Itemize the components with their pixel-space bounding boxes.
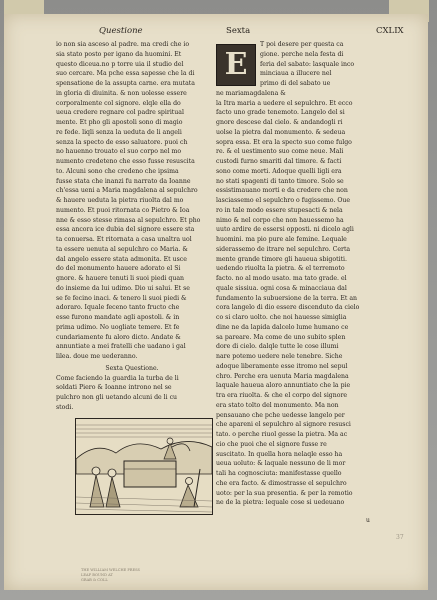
text-line: Come faciendo la guardia la turba de li [56, 374, 179, 382]
section-title: Sexta Questione. [105, 364, 159, 372]
text-line: facto uno grade tenemoto. Langelo del si [216, 109, 345, 117]
text-line: to. Alcuni sono che credeno che ipsima [56, 167, 179, 175]
text-line: nne & esso stesse rimasa al sepulchro. Et pho [56, 216, 201, 224]
text-line: senza la specto de esso saluatore. puoi ch [56, 138, 188, 146]
text-line: annuntiate a mei fratelli che uadano i gal [56, 343, 186, 351]
text-line: quale sissiua. ogni cosa & minacciaua dal [216, 284, 347, 292]
text-line: T poi desere per questa ca [260, 41, 344, 48]
text-line: stodi. [56, 403, 74, 411]
text-line: spensatione de la assupta carne. era mutata [56, 80, 195, 87]
text-line: ueua uoluto: & laquale nessuno de li mor [216, 460, 346, 468]
text-line: ro in tale modo essere stupesacti & nela [216, 206, 343, 214]
text-line: fusse stata che inanzi fu narrato da Ioanne [56, 177, 191, 185]
text-line: dal angelo essere stata admonita. Et usce [56, 255, 187, 263]
text-line: laquale haueua aloro annuntiato che la pie [216, 382, 351, 390]
text-line: huomini. ma pio pure ale femine. Lequale [216, 236, 347, 243]
folio-number: CXLIX [376, 26, 404, 36]
text-line: essistimauano morti e da credere che non [216, 187, 348, 195]
text-line: & hauere ueduta la pietra riuolta dal mo [56, 197, 184, 204]
text-line: re fede. liqli senza la ueduta de li angeli [56, 128, 182, 136]
text-line: la Itra maria a uedere el sepulchro. Et ecco [216, 99, 353, 107]
text-line: uolse la pietra dal monumento. & sedeua [216, 128, 346, 136]
text-line: custodi furno smariti dal timore. & facti [216, 158, 342, 165]
text-line: facto. no al modo usato. ma tato grade. el [216, 275, 347, 282]
text-line: lasciassemo el sepulchro o fugissemo. Oue [216, 197, 351, 204]
text-line: dore di cielo. dalqle tutte le cose illumi [216, 343, 339, 351]
text-line: pulchro non gli uetando alcuni de li cu [56, 394, 178, 401]
text-line: ueua credere regnare col padre spiritual [56, 109, 184, 117]
text-line: tra era riuolta. & che el corpo del signore [216, 392, 348, 399]
text-line: ne de la pietra: lequale cose si uedeuano [216, 499, 345, 507]
text-line: sopra essa. Et era la specto suo come fulgo [216, 138, 352, 146]
bookplate-stamp [81, 568, 140, 583]
text-line: tato. o perche riuol gesse la pietra. Ma ac [216, 431, 348, 438]
text-line: corporalmente col signore. elqle ella do [56, 99, 181, 107]
running-head-left: Questione [99, 26, 143, 36]
text-line: mente grande timore gli haueua sbigotiti. [216, 255, 348, 263]
text-line: re. & el uestimento suo come neue. Mali [216, 148, 344, 156]
text-line: numento. Et puoi ritornata co Pietro & Ioa [56, 206, 190, 214]
text-line: numento credeteno che esso fusse resuscita [56, 158, 195, 165]
text-line: uoto: per la sua presentia. & per la remotio [216, 489, 353, 497]
text-line: do del monumento hauere adorato el Si [56, 265, 181, 273]
stamp-line: THE WILLIAM WELCHE PRESS [81, 568, 140, 572]
text-line: io non sia asceso al padre. ma credi che io [56, 41, 190, 48]
text-line: gione. perche nela festa di [260, 50, 344, 58]
text-line: cundariamente fu aloro dicto. Andate & [56, 333, 181, 341]
text-line: dine ne da lapida dalcelo lume humano ce [216, 323, 349, 331]
text-line: ne mariamagdalena & [216, 89, 286, 97]
left-text-column [56, 40, 208, 413]
text-line: chro. Perche era uenuta Maria magdalena [216, 372, 349, 380]
text-line: uuto ardire de essersi opposti. ni dicelo agli [216, 226, 354, 234]
text-line: era stato tolto del monumento. Ma non [216, 401, 339, 409]
stamp-line: LEAF BOUND AT [81, 573, 113, 577]
text-line: sono come morti. Adoque quelli ligli era [216, 167, 342, 175]
text-line: essa ancora ice dubia del signore essere sta [56, 226, 195, 234]
text-line: gnore descese dal cielo. & andandogli ri [216, 119, 343, 126]
text-line: nimo & nel corpo che non hauessemo ha [216, 216, 344, 224]
right-text-column [216, 40, 372, 508]
text-line: prima udimo. No uogliate temere. Et fe [56, 323, 180, 331]
text-line: lilea. doue me uederanno. [56, 353, 138, 360]
signature-mark: u [366, 517, 370, 524]
text-line: che apareni el sepulchro al signore resusci [216, 421, 351, 429]
text-line: suscitato. In quella hora nelaqle esso ha [216, 450, 343, 458]
text-line: co si claro uolto. che noi hauesse simiglia [216, 314, 347, 321]
text-line: gnore. & hauere tenuti li suoi piedi quan [56, 275, 185, 282]
text-line: cora langelo di dio essere discenduto da cielo [216, 304, 360, 312]
text-line: nare potemo uedere nele tenebre. Siche [216, 353, 343, 360]
text-line: fundamento la subuersione de la terra. Et an [216, 294, 358, 302]
text-line: uedendo riuolta la pietra. & el terremoto [216, 265, 345, 273]
text-line: cio che puoi che el signore fusse re [216, 440, 327, 448]
text-line: ta essere uenuta al sepulchro co Maria. & [56, 245, 188, 253]
decorated-initial: E [216, 44, 256, 86]
text-line: sia stato posto per igano da huomini. Et [56, 50, 182, 58]
text-line: adoraro. Iquale feceno tanto fructo che [56, 304, 180, 312]
text-line: ta conuersa. Et ritornata a casa unaltra uol [56, 236, 192, 243]
text-line: che era facto. & dimostrasse el sepulchro [216, 479, 347, 487]
text-line: sa pareare. Ma come de uno subito splen [216, 333, 346, 341]
text-line: soldati Piero & Ioanne introno nel se [56, 384, 172, 392]
woodcut-illustration [75, 418, 213, 515]
text-line: minciaua a illucere nel [260, 70, 332, 78]
text-line: suo cercare. Ma pche essa sapesse che la di [56, 70, 195, 78]
text-line: no stati spagenti di tanto timore. Solo se [216, 177, 344, 185]
text-line: no hauenno trouato el suo corpo nel mo [56, 148, 182, 156]
text-line: in gloria di diuinita. & non uolesse essere [56, 89, 187, 97]
text-line: tali ha cognosciuta: manifestasse quello [216, 470, 342, 477]
text-line: feria del sabato: lasquale inco [260, 60, 355, 68]
running-head-center: Sexta [226, 26, 251, 36]
text-line: pensauano che pche uedesse langelo per [216, 411, 345, 419]
text-line: primo di del sabato ue [260, 80, 331, 87]
text-line: ch'essa ueni a Maria magdalena al sepulchro [56, 187, 198, 195]
text-line: esse furono mandate agli apostoli. & in [56, 314, 180, 321]
text-line: questo diceua.no p torre uia il studio del [56, 60, 184, 68]
text-line: se fe fecino inaci. & tenero li suoi piedi & [56, 294, 187, 302]
text-line: siderassemo de itrare nel sepulchro. Certa [216, 245, 351, 253]
pencil-note: 37 [396, 534, 404, 541]
manuscript-leaf [4, 14, 428, 590]
text-line: do insieme da lui udimo. Dio ui salui. Et se [56, 284, 190, 292]
woodcut-resurrection-scene [76, 419, 212, 514]
stamp-line: GRAB & COLL [81, 578, 108, 582]
text-line: mente. Et pho gli apostoli sono di magio [56, 119, 183, 126]
text-line: adoque liberamente esse itromo nel sepul [216, 362, 348, 370]
